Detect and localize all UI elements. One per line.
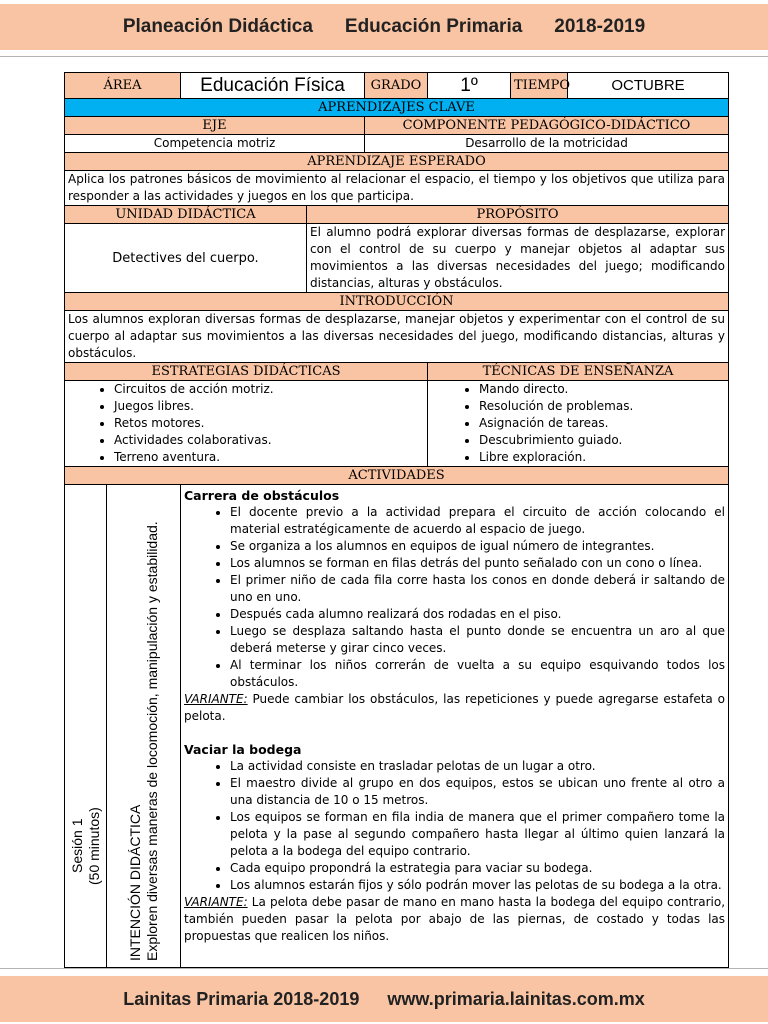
introduccion-label: INTRODUCCIÓN [65,293,729,311]
eje-label: EJE [65,117,365,135]
activity1-title: Carrera de obstáculos [184,488,340,503]
tiempo-value: OCTUBRE [568,73,729,99]
tiempo-label: TIEMPO [511,73,568,99]
page-footer [0,976,768,1022]
activity1-variante [184,691,725,725]
grado-label: GRADO [365,73,428,99]
actividades-content [181,485,729,968]
aprendizajes-clave-heading: APRENDIZAJES CLAVE [65,99,729,117]
introduccion-text: Los alumnos exploran diversas formas de desplazarse, manejar objetos y experimentar con el control de su cuerpo al adaptar sus movimientos a las diversas necesidades del juego, modificando distancias, alturas y obstáculos. [65,311,729,363]
list-item: • Los alumnos estarán fijos y sólo podrán mover las pelotas de su bodega a la otra. [230,877,725,894]
variante-text: La pelota debe pasar de mano en mano hasta la bodega del equipo contrario, también pueden pasar la pelota por abajo de las piernas, de costado y todas las propuestas que realicen los niños. [184,895,726,943]
list-item: • Los alumnos se forman en filas detrás del punto señalado con un cono o línea. [230,555,725,572]
list-item: • Cada equipo propondrá la estrategia para vaciar su bodega. [230,860,725,877]
estrategias-cell [65,381,428,467]
list-item: • Circuitos de acción motriz. [114,381,424,398]
aprendizaje-esperado-text: Aplica los patrones básicos de movimiento al relacionar el espacio, el tiempo y los objetivos que utiliza para responder a las actividades y juegos en los que participa. [65,171,729,206]
list-item: • El docente previo a la actividad prepara el circuito de acción colocando el material estratégicamente de acuerdo al espacio de juego. [230,504,725,538]
sesion-line1: Sesión 1 [68,818,85,874]
tecnicas-cell [428,381,729,467]
area-value: Educación Física [181,73,365,99]
tecnicas-list [431,381,725,466]
activity2-title: Vaciar la bodega [184,742,302,757]
aprendizaje-esperado-label: APRENDIZAJE ESPERADO [65,153,729,171]
list-item: • Actividades colaborativas. [114,432,424,449]
activity1-list [184,504,725,691]
unidad-label: UNIDAD DIDÁCTICA [65,206,307,224]
list-item: • Terreno aventura. [114,449,424,466]
intencion-text [127,491,161,961]
list-item: • Juegos libres. [114,398,424,415]
activity2-variante [184,894,725,945]
list-item: • Luego se desplaza saltando hasta el punto donde se encuentra un aro al que deberá meterse y girar cinco veces. [230,623,725,657]
list-item: • Asignación de tareas. [479,415,725,432]
list-item: • Al terminar los niños correrán de vuelta a su equipo esquivando todos los obstáculos. [230,657,725,691]
componente-value: Desarrollo de la motricidad [365,135,729,153]
list-item: • Se organiza a los alumnos en equipos de igual número de integrantes. [230,538,725,555]
header-level: Educación Primaria [344,16,523,37]
proposito-text: El alumno podrá explorar diversas formas de desplazarse, explorar con el control de su cuerpo y manejar objetos al adaptar sus movimientos a las diversas necesidades del juego; modificando distancias, alturas y obstáculos. [307,224,729,293]
area-label: ÁREA [65,73,181,99]
list-item: • Los equipos se forman en fila india de manera que el primer compañero tome la pelota y la pase al segundo compañero hasta llegar al último quien lanzará la pelota a la bodega del equipo contrario. [230,809,725,860]
lesson-plan-table [64,72,729,968]
header-plan: Planeación Didáctica [122,16,313,37]
header-rule [0,56,768,57]
list-item: • Descubrimiento guiado. [479,432,725,449]
intencion-body: Exploren diversas maneras de locomoción, manipulación y estabilidad. [143,521,160,961]
sesion-text [69,731,103,961]
grado-value: 1º [428,73,511,99]
list-item: • Resolución de problemas. [479,398,725,415]
estrategias-list [68,381,424,466]
list-item: • Después cada alumno realizará dos rodadas en el piso. [230,606,725,623]
proposito-label: PROPÓSITO [307,206,729,224]
variante-label: VARIANTE: [184,895,248,909]
sesion-line2: (50 minutos) [85,807,102,885]
list-item: • El maestro divide al grupo en dos equipos, estos se ubican uno frente al otro a una distancia de 10 o 15 metros. [230,775,725,809]
variante-text: Puede cambiar los obstáculos, las repeticiones y puede agregarse estafeta o pelota. [184,692,726,723]
list-item: • El primer niño de cada fila corre hasta los conos en donde deberá ir saltando de uno en uno. [230,572,725,606]
activity2-list [184,758,725,894]
footer-site: Lainitas Primaria 2018-2019 [123,988,360,1009]
list-item: • Retos motores. [114,415,424,432]
componente-label: COMPONENTE PEDAGÓGICO-DIDÁCTICO [365,117,729,135]
sesion-cell [65,485,107,968]
intencion-label: INTENCIÓN DIDÁCTICA [126,804,143,961]
unidad-value: Detectives del cuerpo. [65,224,307,293]
list-item: • Libre exploración. [479,449,725,466]
tecnicas-label: TÉCNICAS DE ENSEÑANZA [428,363,729,381]
estrategias-label: ESTRATEGIAS DIDÁCTICAS [65,363,428,381]
actividades-label: ACTIVIDADES [65,467,729,485]
header-year: 2018-2019 [554,16,646,37]
intencion-cell [107,485,181,968]
variante-label: VARIANTE: [184,692,248,706]
footer-url: www.primaria.lainitas.com.mx [387,988,645,1009]
page-header [0,4,768,50]
list-item: • La actividad consiste en trasladar pelotas de un lugar a otro. [230,758,725,775]
eje-value: Competencia motriz [65,135,365,153]
list-item: • Mando directo. [479,381,725,398]
footer-rule [0,968,768,969]
